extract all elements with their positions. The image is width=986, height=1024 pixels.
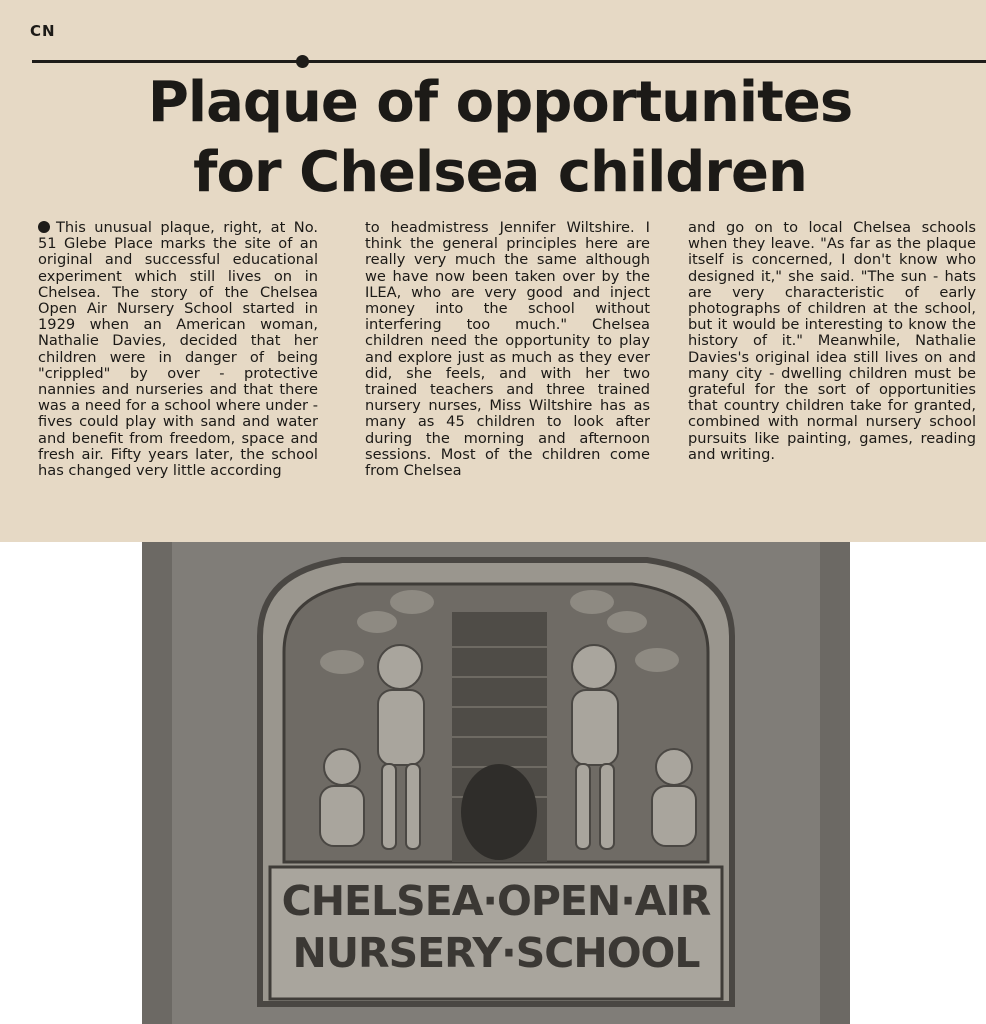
plaque-line-2: NURSERY·SCHOOL	[292, 929, 700, 977]
headline-line-1: Plaque of opportunites	[147, 70, 853, 135]
header-rule	[32, 60, 986, 63]
article-column-1	[38, 220, 318, 479]
headline	[60, 68, 940, 208]
column-1-text: This unusual plaque, right, at No. 51 Glebe Place marks the site of an original and successful educational experiment which still lives on in Chelsea. The story of the Chelsea Open Air Nursery School started in 1929 when an American woman, Nathalie Davies, decided that her children were in danger of being "crippled" by over - protective nannies and nurseries and that there was a need for a school where under - fives could play with sand and water and benefit from freedom, space and fresh air. Fifty years later, the school has changed very little according	[38, 219, 318, 480]
rule-dot	[296, 55, 309, 68]
plaque-photo	[142, 542, 850, 1024]
article-column-2: to headmistress Jennifer Wiltshire. I think the general principles here are really very much the same although we have now been taken over by the ILEA, who are very good and inject money into the school without interfering too much." Chelsea children need the opportunity to play and explore just as much as they ever did, she feels, and with her two trained teachers and three trained nursery nurses, Miss Wiltshire has as many as 45 children to look after during the morning and afternoon sessions. Most of the children come from Chelsea	[365, 219, 650, 480]
section-mark: CN	[30, 22, 56, 40]
bullet-icon	[38, 221, 50, 233]
article-column-3: and go on to local Chelsea schools when they leave. "As far as the plaque itself is concerned, I don't know who designed it," she said. "The sun - hats are very characteristic of early photographs of children at the school, but it would be interesting to know the history of it." Meanwhile, Nathalie Davies's original idea still lives on and many city - dwelling children must be grateful for the sort of opportunities that country children take for granted, combined with normal nursery school pursuits like painting, games, reading and writing.	[688, 219, 976, 463]
headline-line-2: for Chelsea children	[193, 140, 807, 205]
plaque-line-1: CHELSEA·OPEN·AIR	[281, 877, 711, 925]
plaque-lettering	[270, 867, 722, 999]
